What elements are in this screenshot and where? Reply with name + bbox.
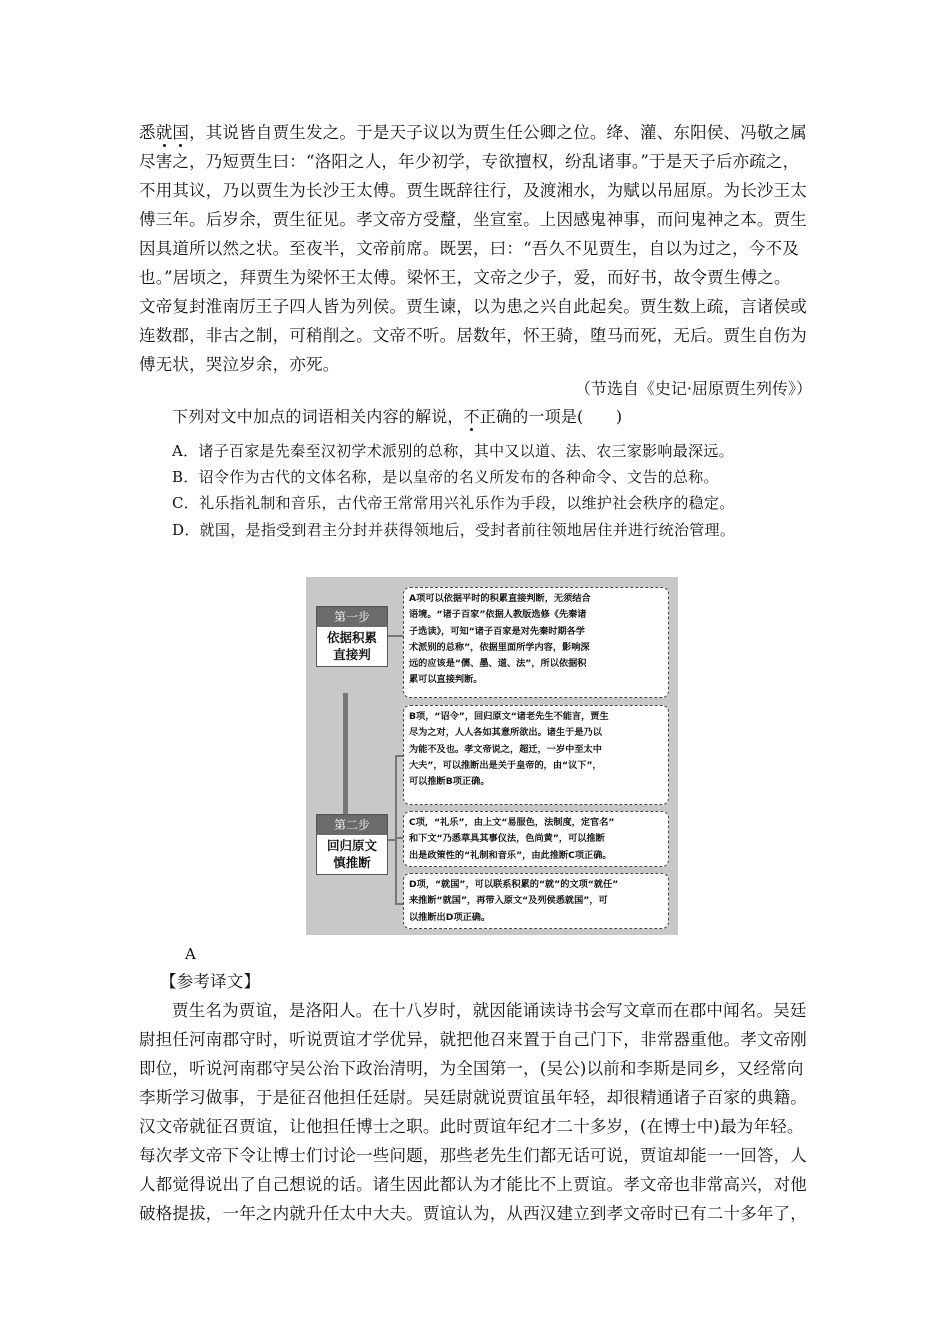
connector [395, 903, 403, 905]
solution-diagram [306, 577, 678, 935]
translation-line-7: 人都觉得说出了自己想说的话。诸生因此都认为才能比不上贾谊。孝文帝也非常高兴，对他 [139, 1175, 807, 1194]
box-line: C项，“礼乐”，由上文“易服色，法制度，定官名” [409, 817, 615, 828]
explanation-box-b [403, 705, 669, 805]
emphasis-dotted-char: 国 [172, 123, 190, 142]
translation-line-6: 每次孝文帝下令让博士们讨论一些问题，那些老先生们都无话可说，贾谊却能一一回答，人 [139, 1146, 807, 1165]
connector [395, 755, 403, 757]
emphasis-dotted-char: 就 [155, 123, 173, 142]
passage-line-9: 傅无状，哭泣岁余，亦死。 [139, 355, 340, 374]
passage-line-5: 因具道所以然之状。至夜半，文帝前席。既罢，曰：“吾久不见贾生，自以为过之，今不及 [139, 239, 799, 258]
passage-line-8: 连数郡，非古之制，可稍削之。文帝不听。居数年，怀王骑，堕马而死，无后。贾生自伤为 [139, 326, 807, 345]
box-line: 大夫”，可以推断出是关于皇帝的，由“议下”， [409, 759, 602, 771]
connector [395, 837, 403, 839]
passage-line-6: 也。”居顷之，拜贾生为梁怀王太傅。梁怀王，文帝之少子，爱，而好书，故令贾生傅之。 [139, 268, 791, 287]
connector [388, 635, 403, 637]
option-b: B．诏令作为古代的文体名称，是以皇帝的名义所发布的各种命令、文告的总称。 [172, 468, 719, 486]
box-line: A项可以依据平时的积累直接判断，无须结合 [409, 593, 591, 604]
step-one-text [317, 627, 387, 666]
answer: A [185, 945, 197, 963]
box-line: D项，“就国”，可以联系积累的“就”的文项“就任” [409, 879, 619, 890]
box-line: 以推断出D项正确。 [409, 911, 491, 923]
connector [395, 755, 397, 905]
box-line: B项，“诏令”，回归原文“诸老先生不能言，贾生 [409, 711, 609, 722]
step-one-text-line: 直接判 [333, 647, 371, 662]
question-text-pre: 下列对文中加点的词语相关内容的解说， [172, 407, 464, 426]
passage-text: 悉 [139, 123, 156, 142]
passage-line-1 [139, 120, 807, 146]
box-line: 为能不及也。孝文帝说之，超迁，一岁中至太中 [409, 743, 602, 755]
passage-line-3: 不用其议，乃以贾生为长沙王太傅。贾生既辞往行，及渡湘水，为赋以吊屈原。为长沙王太 [139, 181, 807, 200]
box-line: 和下文“乃悉草具其事仪法，色尚黄”，可以推断 [409, 833, 605, 845]
step-one-label: 第一步 [317, 607, 387, 627]
option-a: A．诸子百家是先秦至汉初学术派别的总称，其中又以道、法、农三家影响最深远。 [172, 442, 734, 460]
translation-line-2: 尉担任河南郡守时，听说贾谊才学优异，就把他召来置于自己门下，非常器重他。孝文帝刚 [139, 1030, 807, 1049]
option-d: D．就国，是指受到君主分封并获得领地后，受封者前往领地居住并进行统治管理。 [172, 521, 736, 539]
explanation-box-c [403, 811, 669, 867]
step-two-label: 第二步 [317, 815, 387, 835]
box-line: 尽为之对，人人各如其意所欲出。诸生于是乃以 [409, 727, 602, 739]
passage-line-2: 尽害之，乃短贾生曰：“洛阳之人，年少初学，专欲擅权，纷乱诸事。”于是天子后亦疏之， [139, 152, 800, 171]
explanation-box-d [403, 873, 669, 929]
translation-line-4: 李斯学习做事，于是征召他担任廷尉。吴廷尉就说贾谊虽年轻，却很精通诸子百家的典籍。 [139, 1088, 807, 1107]
source-citation: （节选自《史记·屈原贾生列传》） [574, 379, 812, 398]
box-line: 来推断“就国”，再带入原文“及列侯悉就国”，可 [409, 895, 608, 907]
passage-line-7: 文帝复封淮南厉王子四人皆为列侯。贾生谏，以为患之兴自此起矣。贾生数上疏，言诸侯或 [139, 297, 807, 316]
box-line: 语境。“诸子百家”依据人教版选修《先秦诸 [409, 609, 587, 621]
box-line: 子选读》，可知“诸子百家是对先秦时期各学 [409, 625, 585, 637]
step-one-card [316, 606, 388, 667]
step-two-text-line: 回归原文 [326, 838, 377, 853]
step-two-card [316, 814, 388, 875]
reference-translation-title: 【参考译文】 [160, 972, 261, 991]
question-emphasis: 不 [463, 407, 480, 426]
step-one-text-line: 依据积累 [326, 630, 377, 645]
box-line: 出是政策性的“礼制和音乐”，由此推断C项正确。 [409, 849, 612, 861]
dotted-word-suffix: ，其说皆自贾生发之。于是天子议以为贾生任公卿之位。绛、灌、东阳侯、冯敬之属 [189, 123, 808, 142]
box-line: 累可以直接判断。 [409, 674, 483, 686]
box-line: 远的应该是“儒、墨、道、法”，所以依据积 [409, 658, 587, 670]
step-two-text-line: 慎推断 [333, 855, 371, 870]
translation-line-8: 破格提拔，一年之内就升任太中大夫。贾谊认为，从西汉建立到孝文帝时已有二十多年了， [139, 1204, 807, 1223]
box-line: 可以推断B项正确。 [409, 776, 490, 788]
box-line: 术派别的总称”，依据里面所学内容，影响深 [409, 641, 590, 653]
step-two-text [317, 835, 387, 874]
translation-line-1: 贾生名为贾谊，是洛阳人。在十八岁时，就因能诵读诗书会写文章而在郡中闻名。吴廷 [172, 1001, 807, 1020]
question-stem [172, 404, 622, 430]
explanation-box-a [403, 587, 669, 698]
option-c: C．礼乐指礼制和音乐，古代帝王常常用兴礼乐作为手段，以维护社会秩序的稳定。 [172, 494, 735, 512]
translation-line-3: 即位，听说河南郡守吴公治下政治清明，为全国第一，(吴公)以前和李斯是同乡，又经常向 [139, 1059, 804, 1078]
translation-line-5: 汉文帝就征召贾谊，让他担任博士之职。此时贾谊年纪才二十多岁，(在博士中)最为年轻。 [139, 1117, 804, 1136]
question-text-post: 正确的一项是( ) [479, 407, 623, 426]
passage-line-4: 傅三年。后岁余，贾生征见。孝文帝方受釐，坐宣室。上因感鬼神事，而问鬼神之本。贾生 [139, 210, 807, 229]
